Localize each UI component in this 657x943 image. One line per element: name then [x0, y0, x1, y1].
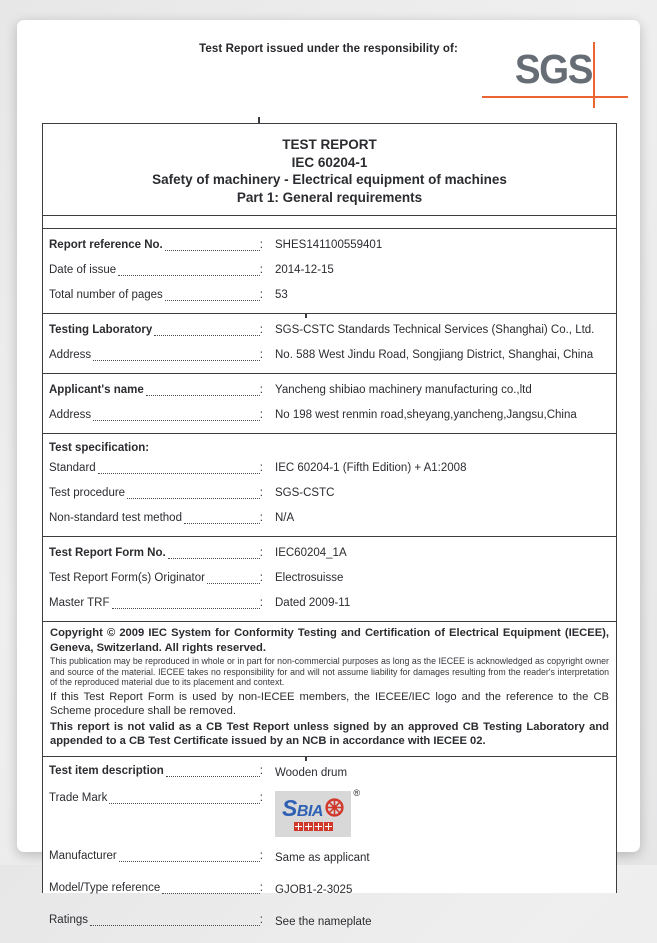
report-page: [17, 20, 640, 928]
dotted-leader: [90, 925, 260, 926]
row-non-standard-method: [43, 506, 616, 531]
leader-colon: :: [259, 239, 263, 251]
dotted-leader: [207, 583, 260, 584]
leader-colon: :: [259, 597, 263, 609]
row-total-pages: [43, 283, 616, 308]
dotted-leader: [146, 395, 260, 396]
leader-colon: :: [259, 462, 263, 474]
copyright-block: [43, 622, 616, 757]
row-value: Wooden drum: [275, 766, 348, 779]
dotted-leader: [165, 250, 260, 251]
row-value: Same as applicant: [275, 851, 370, 864]
leader-colon: :: [259, 487, 263, 499]
report-table: [42, 123, 617, 928]
row-ratings: [43, 906, 616, 938]
leader-colon: :: [259, 512, 263, 524]
row-label: Master TRF: [49, 597, 110, 609]
copyright-bold-intro: Copyright © 2009 IEC System for Conformity Testing and Certification of Electrical Equipment (IECEE), Geneva, Switzerland. All rights reserved.: [50, 627, 609, 654]
row-date-of-issue: [43, 258, 616, 283]
group-test-item: [43, 757, 616, 943]
leader-colon: :: [259, 409, 263, 421]
row-value: IEC60204_1A: [275, 547, 347, 559]
dotted-leader: [98, 473, 260, 474]
title-line-3: Safety of machinery - Electrical equipment of machines: [152, 172, 507, 187]
row-report-reference: [43, 233, 616, 258]
row-value: SHES141100559401: [275, 239, 383, 251]
test-specification-heading: Test specification:: [49, 442, 150, 454]
row-value: GJOB1-2-3025: [275, 883, 353, 896]
leader-colon: :: [259, 881, 263, 894]
sgs-logo-vertical-line: [593, 42, 595, 108]
row-label: Date of issue: [49, 264, 117, 276]
dotted-leader: [184, 523, 260, 524]
leader-colon: :: [259, 572, 263, 584]
row-label: Test procedure: [49, 487, 126, 499]
row-applicant-address: [43, 403, 616, 428]
row-value: SGS-CSTC: [275, 487, 335, 499]
leader-colon: :: [259, 764, 263, 777]
row-lab-address: [43, 343, 616, 368]
row-label: Test Report Form No.: [49, 547, 166, 559]
copyright-small-print: This publication may be reproduced in whole or in part for non-commercial purposes as long as the IECEE is acknowledged as copyright owner and source of the material. IECEE takes no responsibility for and will not assume liability for damages resulting from the reader's interpretation of the reproduced material due to its placement and context.: [50, 656, 609, 688]
group-testing-laboratory: [43, 314, 616, 374]
copyright-removal-note: If this Test Report Form is used by non-IECEE members, the IECEE/IEC logo and the reference to the CB Scheme procedure shall be removed.: [50, 690, 609, 717]
row-value: 53: [275, 289, 288, 301]
row-value: SGS-CSTC Standards Technical Services (Shanghai) Co., Ltd.: [275, 324, 595, 336]
row-applicant-name: [43, 378, 616, 403]
row-manufacturer: [43, 842, 616, 874]
leader-colon: :: [259, 289, 263, 301]
sbia-logo-text: SBIA: [282, 794, 323, 821]
dotted-leader: [109, 803, 259, 804]
group-test-specification: [43, 434, 616, 537]
dotted-leader: [168, 558, 260, 559]
row-label: Test item description: [49, 764, 164, 777]
spacer-row: [43, 216, 616, 229]
row-value: Dated 2009-11: [275, 597, 351, 609]
row-label: Standard: [49, 462, 96, 474]
sgs-logo-horizontal-line: [482, 96, 628, 98]
row-model-type-reference: [43, 874, 616, 906]
leader-colon: :: [259, 384, 263, 396]
sgs-logo-text: SGS: [514, 46, 592, 92]
table-border-tick: [258, 117, 260, 123]
row-value: N/A: [275, 512, 295, 524]
dotted-leader: [93, 420, 260, 421]
group-applicant: [43, 374, 616, 434]
row-trf-originator: [43, 566, 616, 591]
registered-trademark-symbol: ®: [353, 787, 360, 798]
row-label: Manufacturer: [49, 849, 117, 862]
table-border-tick: [305, 756, 307, 761]
row-standard: [43, 456, 616, 481]
table-border-tick: [305, 313, 307, 318]
row-label: Address: [49, 349, 92, 361]
dotted-leader: [162, 893, 260, 894]
row-label: Ratings: [49, 913, 88, 926]
row-value: No 198 west renmin road,sheyang,yancheng,Jangsu,China: [275, 409, 577, 421]
row-testing-laboratory: [43, 318, 616, 343]
title-line-2: IEC 60204-1: [291, 154, 368, 170]
row-label: Testing Laboratory: [49, 324, 153, 336]
row-value: See the nameplate: [275, 915, 372, 928]
title-line-4: Part 1: General requirements: [236, 189, 423, 205]
leader-colon: :: [259, 324, 263, 336]
row-label: Address: [49, 409, 92, 421]
leader-colon: :: [259, 349, 263, 361]
row-label: Test Report Form(s) Originator: [49, 572, 205, 584]
dotted-leader: [127, 498, 260, 499]
leader-colon: :: [259, 547, 263, 559]
row-value: 2014-12-15: [275, 264, 334, 276]
row-label: Report reference No.: [49, 239, 163, 251]
row-value: No. 588 West Jindu Road, Songjiang District, Shanghai, China: [275, 349, 594, 361]
row-master-trf: [43, 591, 616, 616]
row-trf-number: [43, 541, 616, 566]
sbia-trademark-logo: [275, 787, 360, 837]
dotted-leader: [154, 335, 259, 336]
row-value: Electrosuisse: [275, 572, 344, 584]
chinese-characters-band: [294, 822, 333, 831]
row-test-procedure: [43, 481, 616, 506]
leader-colon: :: [259, 791, 263, 804]
dotted-leader: [165, 300, 260, 301]
row-label: Model/Type reference: [49, 881, 161, 894]
title-line-1: TEST REPORT: [282, 137, 377, 152]
row-test-item-description: [43, 759, 616, 786]
row-label: Total number of pages: [49, 289, 163, 301]
group-trf: [43, 537, 616, 622]
row-label: Applicant's name: [49, 384, 144, 396]
dotted-leader: [166, 776, 260, 777]
row-label: Non-standard test method: [49, 512, 182, 524]
leader-colon: :: [259, 849, 263, 862]
row-trade-mark: [43, 786, 616, 842]
title-block: [43, 124, 616, 216]
row-label: Trade Mark: [49, 791, 108, 804]
responsibility-heading: Test Report issued under the responsibility of:: [199, 43, 458, 55]
leader-colon: :: [259, 264, 263, 276]
copyright-validity-note: This report is not valid as a CB Test Report unless signed by an approved CB Testing Laboratory and appended to a CB Test Certificate issued by an NCB in accordance with IECEE 02.: [50, 720, 609, 748]
row-value: IEC 60204-1 (Fifth Edition) + A1:2008: [275, 462, 467, 474]
wheel-icon: [325, 798, 344, 817]
row-value: Yancheng shibiao machinery manufacturing co.,ltd: [275, 384, 532, 396]
sgs-logo: [482, 42, 634, 114]
dotted-leader: [93, 360, 260, 361]
dotted-leader: [119, 861, 260, 862]
group-report-identity: [43, 229, 616, 314]
dotted-leader: [118, 275, 260, 276]
leader-colon: :: [259, 913, 263, 926]
dotted-leader: [112, 608, 260, 609]
